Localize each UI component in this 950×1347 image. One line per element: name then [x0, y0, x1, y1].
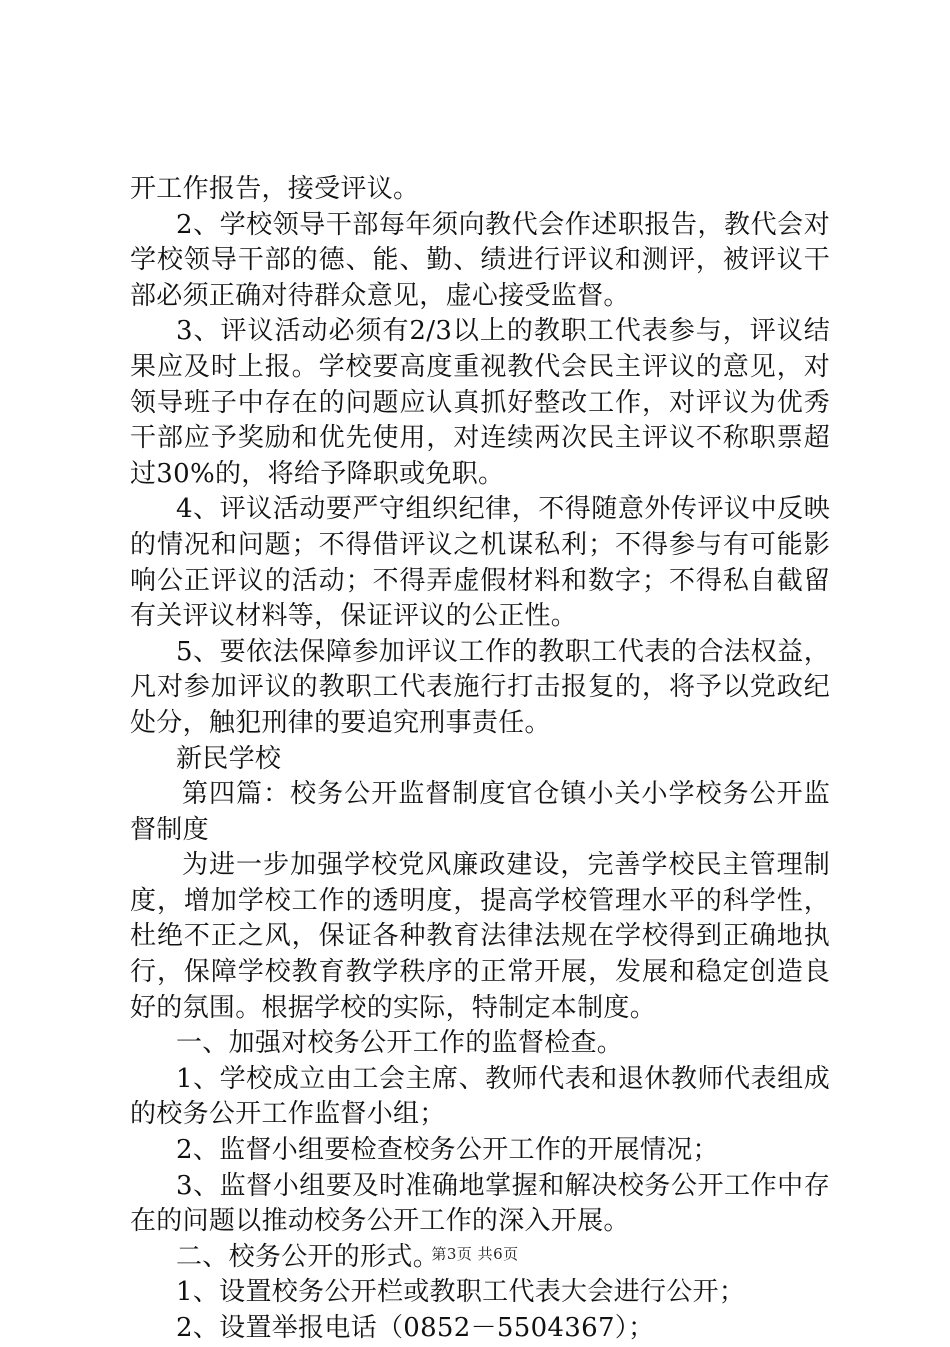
- list-item: 1、设置校务公开栏或教职工代表大会进行公开；: [176, 1277, 746, 1308]
- section-heading: 二、校务公开的形式。: [176, 1241, 440, 1272]
- list-item: 3、监督小组要及时准确地掌握和解决校务公开工作中存在的问题以推动校务公开工作的深入开展。: [130, 1170, 830, 1237]
- paragraph: 2、学校领导干部每年须向教代会作述职报告，教代会对学校领导干部的德、能、勤、绩进行评议和测评，被评议干部必须正确对待群众意见，虚心接受监督。: [130, 209, 830, 311]
- paragraph: 开工作报告，接受评议。: [130, 174, 420, 204]
- paragraph: 为进一步加强学校党风廉政建设，完善学校民主管理制度，增加学校工作的透明度，提高学校管理水平的科学性，杜绝不正之风，保证各种教育法律法规在学校得到正确地执行，保障学校教育教学秩序的正常开展，发展和稳定创造良好的氛围。根据学校的实际，特制定本制度。: [130, 850, 830, 1023]
- list-item: 2、监督小组要检查校务公开工作的开展情况；: [176, 1135, 719, 1166]
- list-item: 1、学校成立由工会主席、教师代表和退休教师代表组成的校务公开工作监督小组；: [130, 1063, 830, 1130]
- list-item: 2、设置举报电话（0852－5504367）；: [176, 1313, 655, 1343]
- document-body: [130, 172, 830, 1347]
- signature-school-name: 新民学校: [176, 743, 282, 774]
- section-title: 第四篇：校务公开监督制度官仓镇小关小学校务公开监督制度: [130, 779, 830, 845]
- paragraph: 3、评议活动必须有2/3以上的教职工代表参与，评议结果应及时上报。学校要高度重视教代会民主评议的意见，对领导班子中存在的问题应认真抓好整改工作，对评议为优秀干部应予奖励和优先使用，对连续两次民主评议不称职票超过30%的，将给予降职或免职。: [130, 316, 830, 489]
- page-number-footer: 第3页 共6页: [431, 1245, 519, 1263]
- paragraph: 4、评议活动要严守组织纪律，不得随意外传评议中反映的情况和问题；不得借评议之机谋私利；不得参与有可能影响公正评议的活动；不得弄虚假材料和数字；不得私自截留有关评议材料等，保证评议的公正性。: [130, 494, 830, 632]
- paragraph: 5、要依法保障参加评议工作的教职工代表的合法权益，凡对参加评议的教职工代表施行打击报复的，将予以党政纪处分，触犯刑律的要追究刑事责任。: [130, 636, 830, 738]
- section-heading: 一、加强对校务公开工作的监督检查。: [176, 1028, 624, 1059]
